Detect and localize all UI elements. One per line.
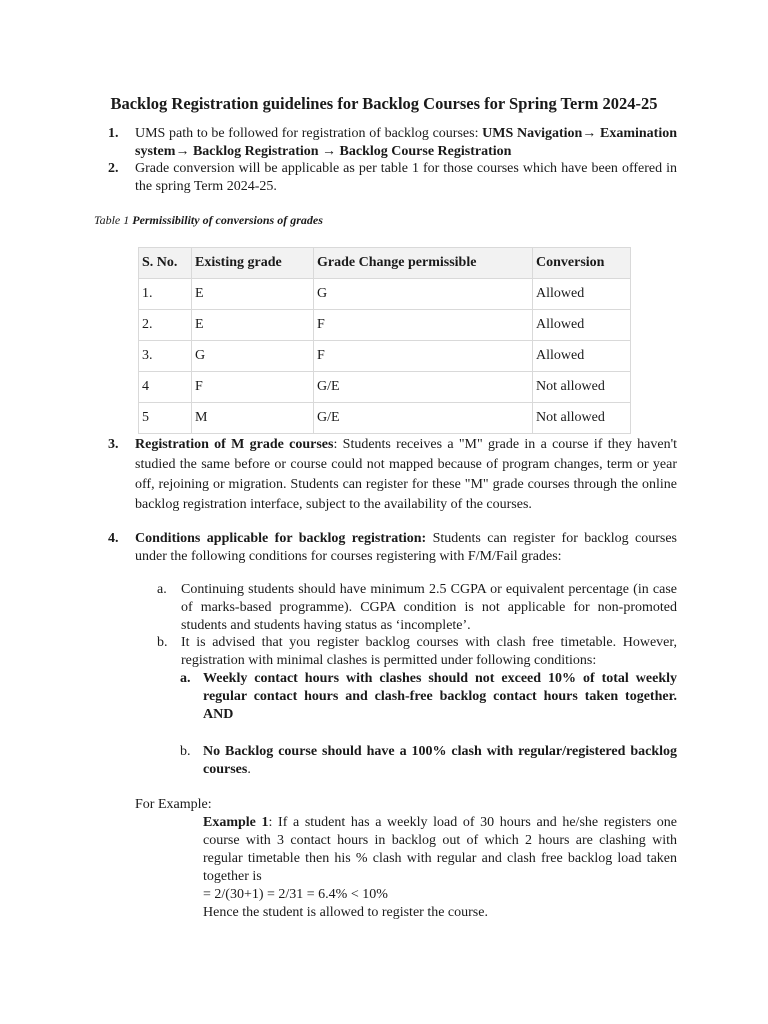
table-row [139,310,631,341]
ums-path-navigation: UMS Navigation [482,126,583,141]
table-row [139,279,631,310]
column-header: Existing grade [192,248,314,279]
table-cell: G [314,279,533,310]
sub-sub-item-b-text: No Backlog course should have a 100% clash with regular/registered backlog courses. [203,744,677,777]
list-item-3 [108,435,677,515]
ums-path-backlog-course-registration: Backlog Course Registration [336,144,512,159]
sub-item-b-text: It is advised that you register backlog courses with clash free timetable. However, registration with minimal clashes is permitted under following conditions: [181,635,677,668]
table-cell: G/E [314,372,533,403]
table-cell: Allowed [533,341,631,372]
table-row [139,372,631,403]
sub-item-b [157,634,677,670]
table-cell: Allowed [533,310,631,341]
grade-conversion-table [138,247,631,434]
table-cell: 2. [139,310,192,341]
item-4-heading: Conditions applicable for backlog registration: [135,531,427,546]
table-cell: F [314,341,533,372]
sub-sub-item-b [180,743,677,779]
arrow-icon: → [582,126,597,141]
for-example-label: For Example: [135,797,212,812]
example-1 [203,814,677,922]
column-header: Conversion [533,248,631,279]
sub-sub-item-label: a. [180,671,191,686]
item-3-text: Registration of M grade courses: Students receives a "M" grade in a course if they haven't studied the same before or course could not mapped because of program changes, term or year off, rejoining or migration. Students can register for these "M" grade courses through the online backlog registration interface, subject to the availability of the courses. [135,437,677,512]
item-1-text: UMS path to be followed for registration of backlog courses: UMS Navigation→ Examination system→ Backlog Registration → Backlog Course Registration [135,126,678,159]
sub-item-a-text: Continuing students should have minimum 2.5 CGPA or equivalent percentage (in case of marks-based programme). CGPA condition is not applicable for non-promoted students and students having status as ‘incomplete’. [181,582,677,633]
example-1-text: Example 1: If a student has a weekly load of 30 hours and he/she registers one course with 3 contact hours in backlog out of which 2 hours are clashing with regular timetable then his % clash with regular and clash free backlog load taken together is [203,815,678,884]
item-2-text: Grade conversion will be applicable as per table 1 for those courses which have been offered in the spring Term 2024-25. [135,161,677,194]
item-number: 3. [108,437,119,452]
ums-path-examination: Examination system [135,126,678,159]
table-cell: Allowed [533,279,631,310]
sub-item-label: b. [157,635,168,650]
sub-item-label: a. [157,582,167,597]
arrow-icon: → [322,144,337,159]
table-cell: G/E [314,403,533,434]
table-cell: 4 [139,372,192,403]
table-cell: 5 [139,403,192,434]
item-number: 4. [108,531,119,546]
item-number: 2. [108,161,119,176]
sub-sub-item-a-text: Weekly contact hours with clashes should not exceed 10% of total weekly regular contact hours and clash-free backlog contact hours taken together. AND [203,671,677,722]
ums-path-backlog-registration: Backlog Registration [189,144,323,159]
column-header: S. No. [139,248,192,279]
table-row [139,403,631,434]
table-cell: F [314,310,533,341]
list-item-4 [108,530,677,566]
table-cell: E [192,310,314,341]
table-cell: 3. [139,341,192,372]
table-caption: Table 1 Permissibility of conversions of grades [94,213,323,227]
table-cell: E [192,279,314,310]
table-cell: G [192,341,314,372]
item-3-heading: Registration of M grade courses [135,437,334,452]
table-cell: 1. [139,279,192,310]
list-item-2 [108,160,677,196]
sub-item-a [157,581,677,635]
table-cell: Not allowed [533,403,631,434]
example-1-formula: = 2/(30+1) = 2/31 = 6.4% < 10% [203,887,388,902]
example-1-heading: Example 1 [203,815,269,830]
arrow-icon: → [175,144,190,159]
sub-sub-item-label: b. [180,744,191,759]
item-number: 1. [108,126,119,141]
sub-sub-item-a [180,670,677,724]
table-header-row [139,248,631,279]
list-item-1 [108,125,677,161]
item-4-text: Conditions applicable for backlog registration: Students can register for backlog courses under the following conditions for courses registering with F/M/Fail grades: [135,531,677,564]
example-1-conclusion: Hence the student is allowed to register the course. [203,905,488,920]
table-cell: M [192,403,314,434]
table-row [139,341,631,372]
table-cell: F [192,372,314,403]
column-header: Grade Change permissible [314,248,533,279]
table-cell: Not allowed [533,372,631,403]
document-title: Backlog Registration guidelines for Backlog Courses for Spring Term 2024-25 [110,94,658,113]
